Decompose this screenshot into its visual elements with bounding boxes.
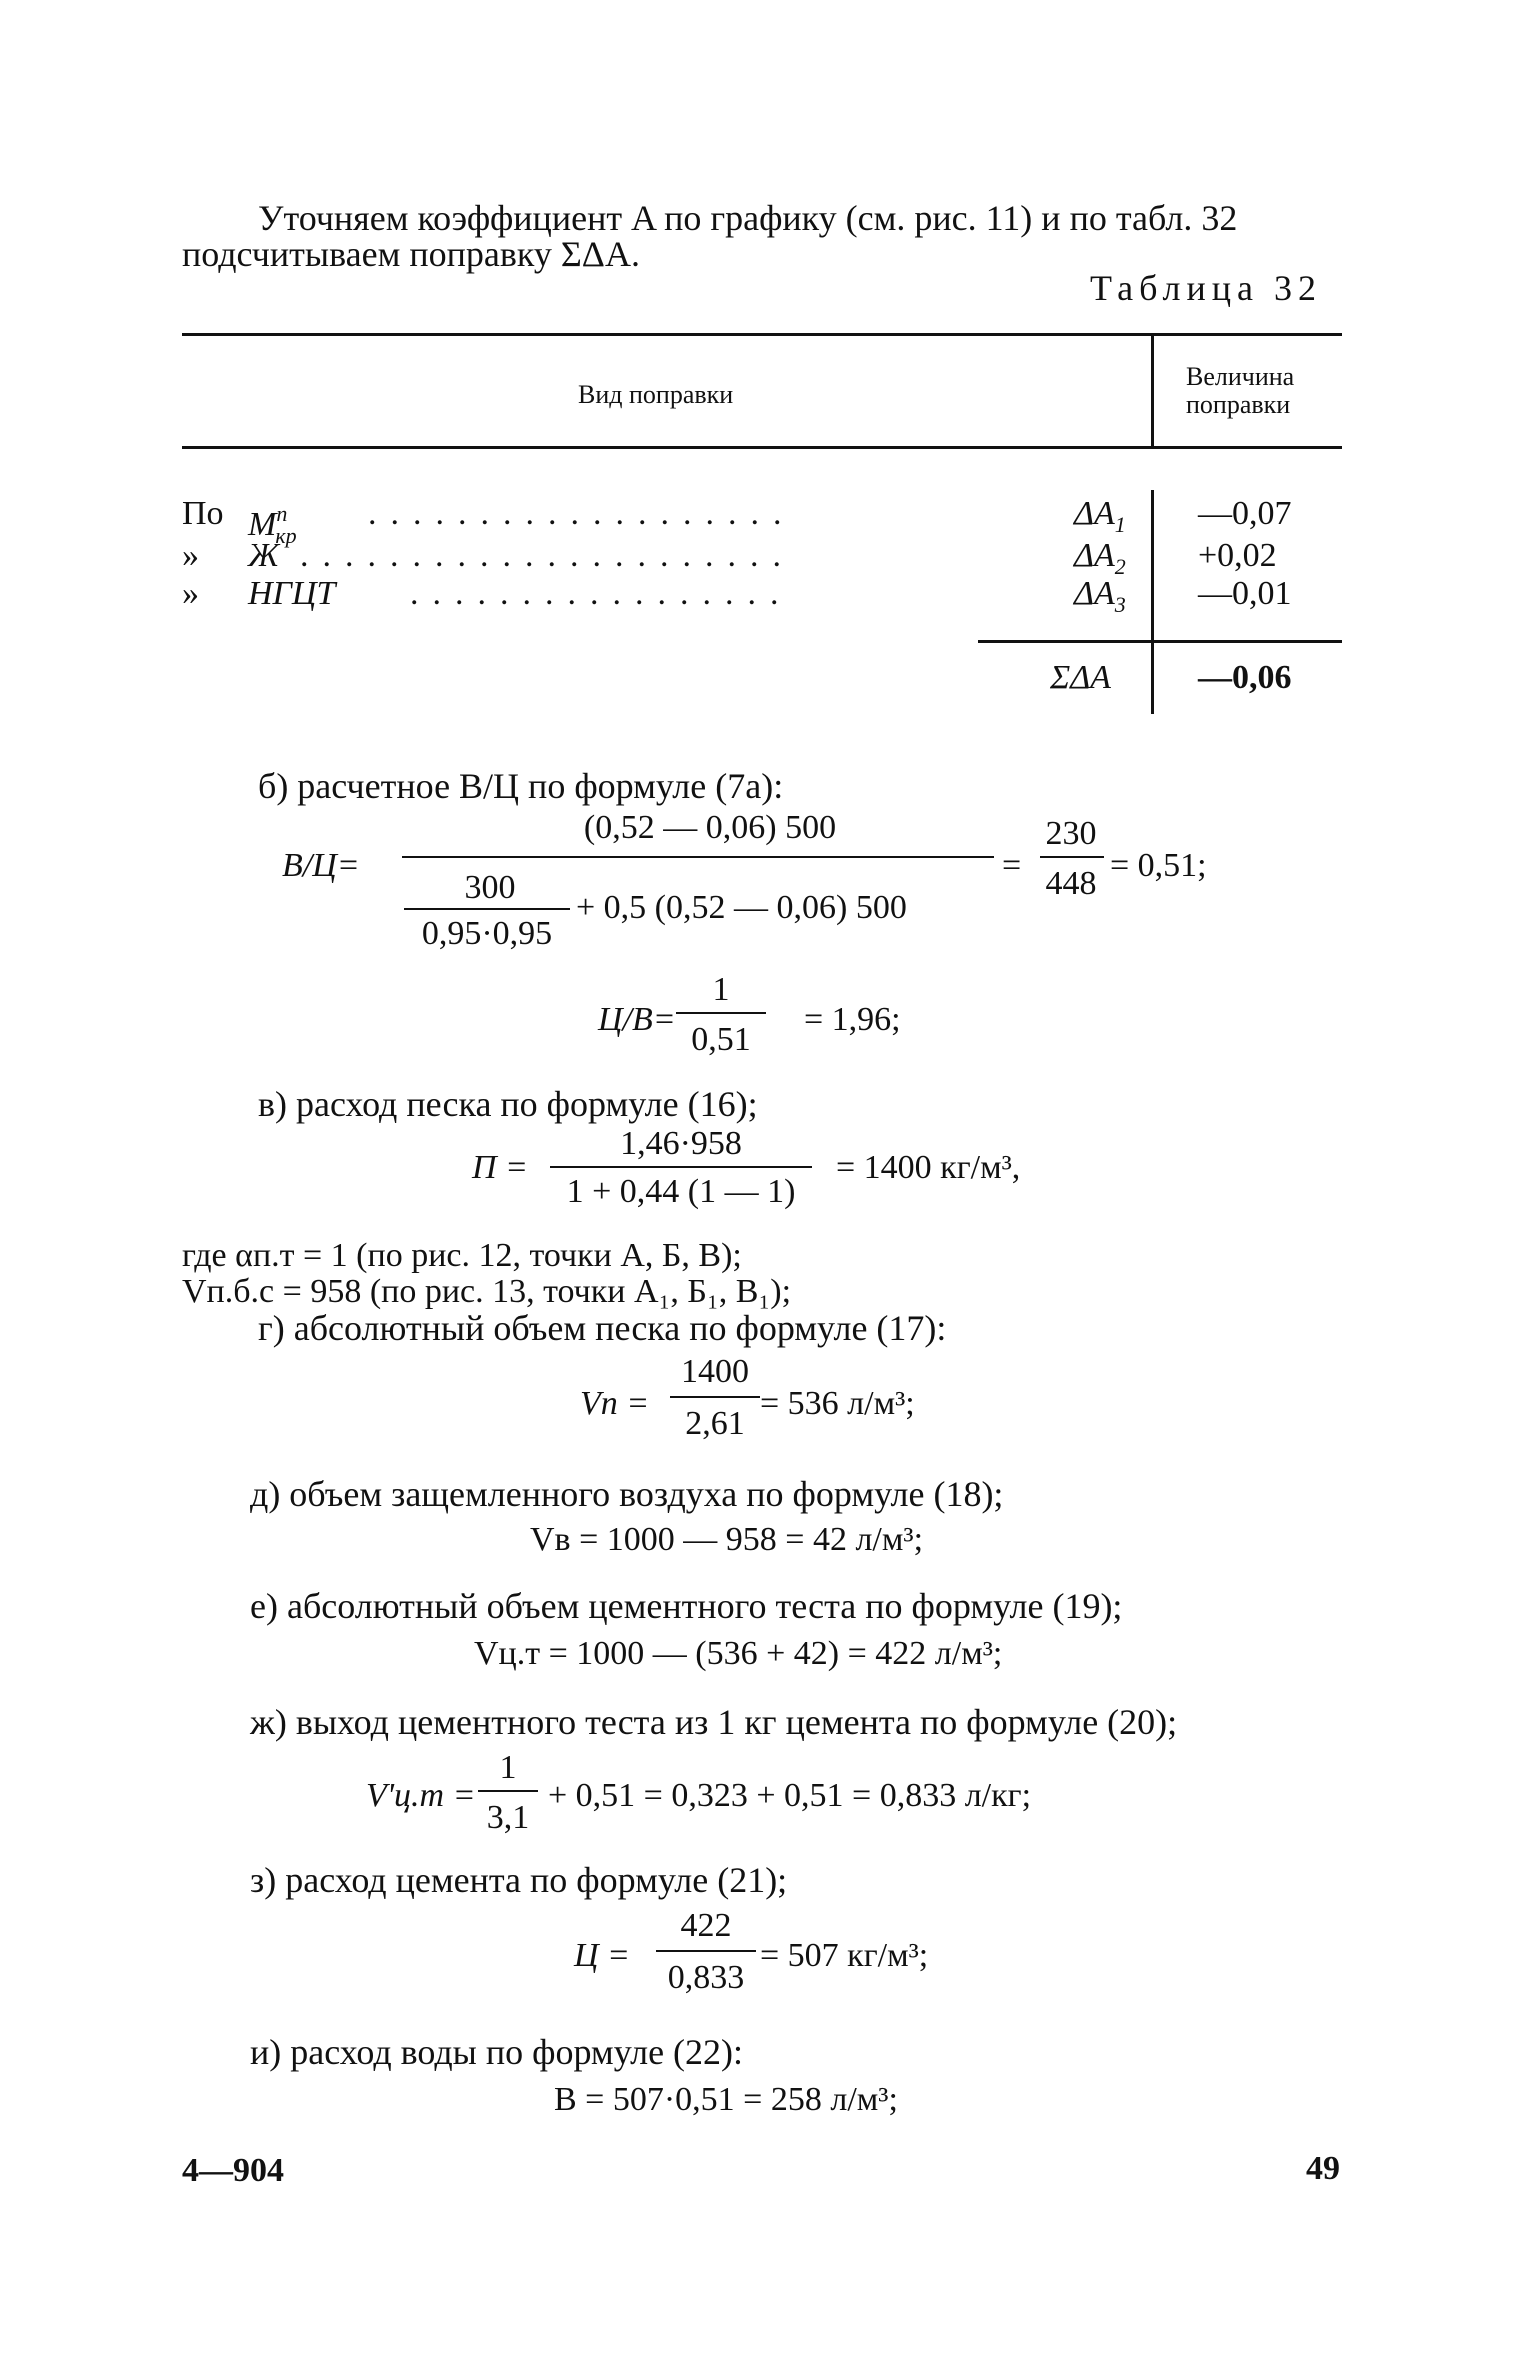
zh-lhs: V'ц.т =	[366, 1777, 476, 1814]
v-result: = 1400 кг/м³,	[836, 1149, 1021, 1186]
row-prefix: »	[182, 537, 199, 574]
z-denominator: 0,833	[667, 1959, 745, 1996]
table-header-rule	[182, 446, 1342, 449]
section-zh-heading: ж) выход цементного теста из 1 кг цемента по формуле (20);	[250, 1702, 1178, 1742]
section-d-heading: д) объем защемленного воздуха по формуле (18);	[250, 1474, 1004, 1514]
row-leader: .................	[410, 575, 793, 612]
b-inner-bar	[404, 908, 570, 910]
b-eq2-denominator: 448	[1045, 865, 1097, 902]
where-line-2: Vп.б.с = 958 (по рис. 13, точки А₁, Б₁, В₁);	[182, 1273, 792, 1310]
zh-numerator: 1	[499, 1749, 517, 1786]
b-numerator: (0,52 — 0,06) 500	[583, 809, 837, 846]
g-denominator: 2,61	[685, 1405, 745, 1442]
intro-line-2: подсчитываем поправку ΣΔA.	[182, 234, 640, 274]
table-col1-header: Вид поправки	[578, 380, 734, 409]
v-numerator: 1,46·958	[620, 1125, 742, 1162]
row-symbol: $\Delta A_2$	[1074, 537, 1126, 579]
zh-denominator: 3,1	[486, 1799, 530, 1836]
row-symbol: $\Delta A_3$	[1074, 575, 1126, 617]
section-g-heading: г) абсолютный объем песка по формуле (17):	[258, 1308, 947, 1348]
i-formula: В = 507·0,51 = 258 л/м³;	[554, 2081, 898, 2118]
z-lhs: Ц =	[574, 1937, 630, 1974]
row-value: +0,02	[1198, 537, 1277, 574]
table-header-divider	[1151, 336, 1154, 446]
row-prefix: »	[182, 575, 199, 612]
row-name: $M^п_{кр}$	[248, 501, 297, 548]
row-name: Ж	[248, 537, 280, 574]
row-prefix: По	[182, 495, 224, 532]
g-lhs: Vп =	[580, 1385, 650, 1422]
table-total-label: ΣΔA	[1050, 659, 1111, 696]
row-leader: ...................	[368, 495, 796, 532]
b-lhs: В/Ц=	[282, 847, 360, 884]
g-result: = 536 л/м³;	[760, 1385, 915, 1422]
g-bar	[670, 1396, 760, 1398]
row-value: —0,07	[1198, 495, 1292, 532]
z-numerator: 422	[680, 1907, 732, 1944]
z-result: = 507 кг/м³;	[760, 1937, 929, 1974]
z-bar	[656, 1950, 756, 1952]
row-leader: ......................	[300, 537, 795, 574]
footer-signature: 4—904	[182, 2152, 284, 2189]
cv-lhs: Ц/В=	[598, 1001, 676, 1038]
v-bar	[550, 1166, 812, 1168]
section-b-heading: б) расчетное В/Ц по формуле (7а):	[258, 766, 784, 806]
table-caption: Таблица 32	[1090, 268, 1322, 308]
b-equals: =	[1002, 847, 1022, 884]
table-total-rule	[978, 640, 1342, 643]
section-v-heading: в) расход песка по формуле (16);	[258, 1084, 758, 1124]
table-top-rule	[182, 333, 1342, 336]
e-formula: Vц.т = 1000 — (536 + 42) = 422 л/м³;	[474, 1635, 1003, 1672]
b-denominator-rest: + 0,5 (0,52 — 0,06) 500	[576, 889, 907, 926]
g-numerator: 1400	[681, 1353, 749, 1390]
d-formula: Vв = 1000 — 958 = 42 л/м³;	[530, 1521, 924, 1558]
b-inner-denominator: 0,95·0,95	[421, 915, 553, 952]
cv-numerator: 1	[712, 971, 730, 1008]
v-lhs: П =	[472, 1149, 528, 1186]
row-symbol: $\Delta A_1$	[1074, 495, 1126, 537]
section-z-heading: з) расход цемента по формуле (21);	[250, 1860, 788, 1900]
b-result: = 0,51;	[1110, 847, 1207, 884]
table-body-divider	[1151, 490, 1154, 714]
table-col2-header-2: поправки	[1186, 390, 1291, 419]
b-eq2-bar	[1040, 856, 1104, 858]
row-value: —0,01	[1198, 575, 1292, 612]
zh-bar	[478, 1790, 538, 1792]
intro-line-1: Уточняем коэффициент A по графику (см. рис. 11) и по табл. 32	[258, 198, 1238, 238]
page-number: 49	[1306, 2150, 1340, 2187]
v-denominator: 1 + 0,44 (1 — 1)	[566, 1173, 796, 1210]
b-inner-numerator: 300	[464, 869, 516, 906]
row-name: НГЦТ	[248, 575, 336, 612]
cv-bar	[676, 1012, 766, 1014]
b-fraction-bar	[402, 856, 994, 858]
b-eq2-numerator: 230	[1045, 815, 1097, 852]
cv-result: = 1,96;	[804, 1001, 901, 1038]
cv-denominator: 0,51	[691, 1021, 751, 1058]
section-e-heading: е) абсолютный объем цементного теста по формуле (19);	[250, 1586, 1123, 1626]
where-line-1: где αп.т = 1 (по рис. 12, точки А, Б, В);	[182, 1237, 742, 1274]
section-i-heading: и) расход воды по формуле (22):	[250, 2032, 744, 2072]
table-col2-header-1: Величина	[1186, 362, 1295, 391]
table-total-value: —0,06	[1198, 659, 1292, 696]
zh-result: + 0,51 = 0,323 + 0,51 = 0,833 л/кг;	[548, 1777, 1032, 1814]
